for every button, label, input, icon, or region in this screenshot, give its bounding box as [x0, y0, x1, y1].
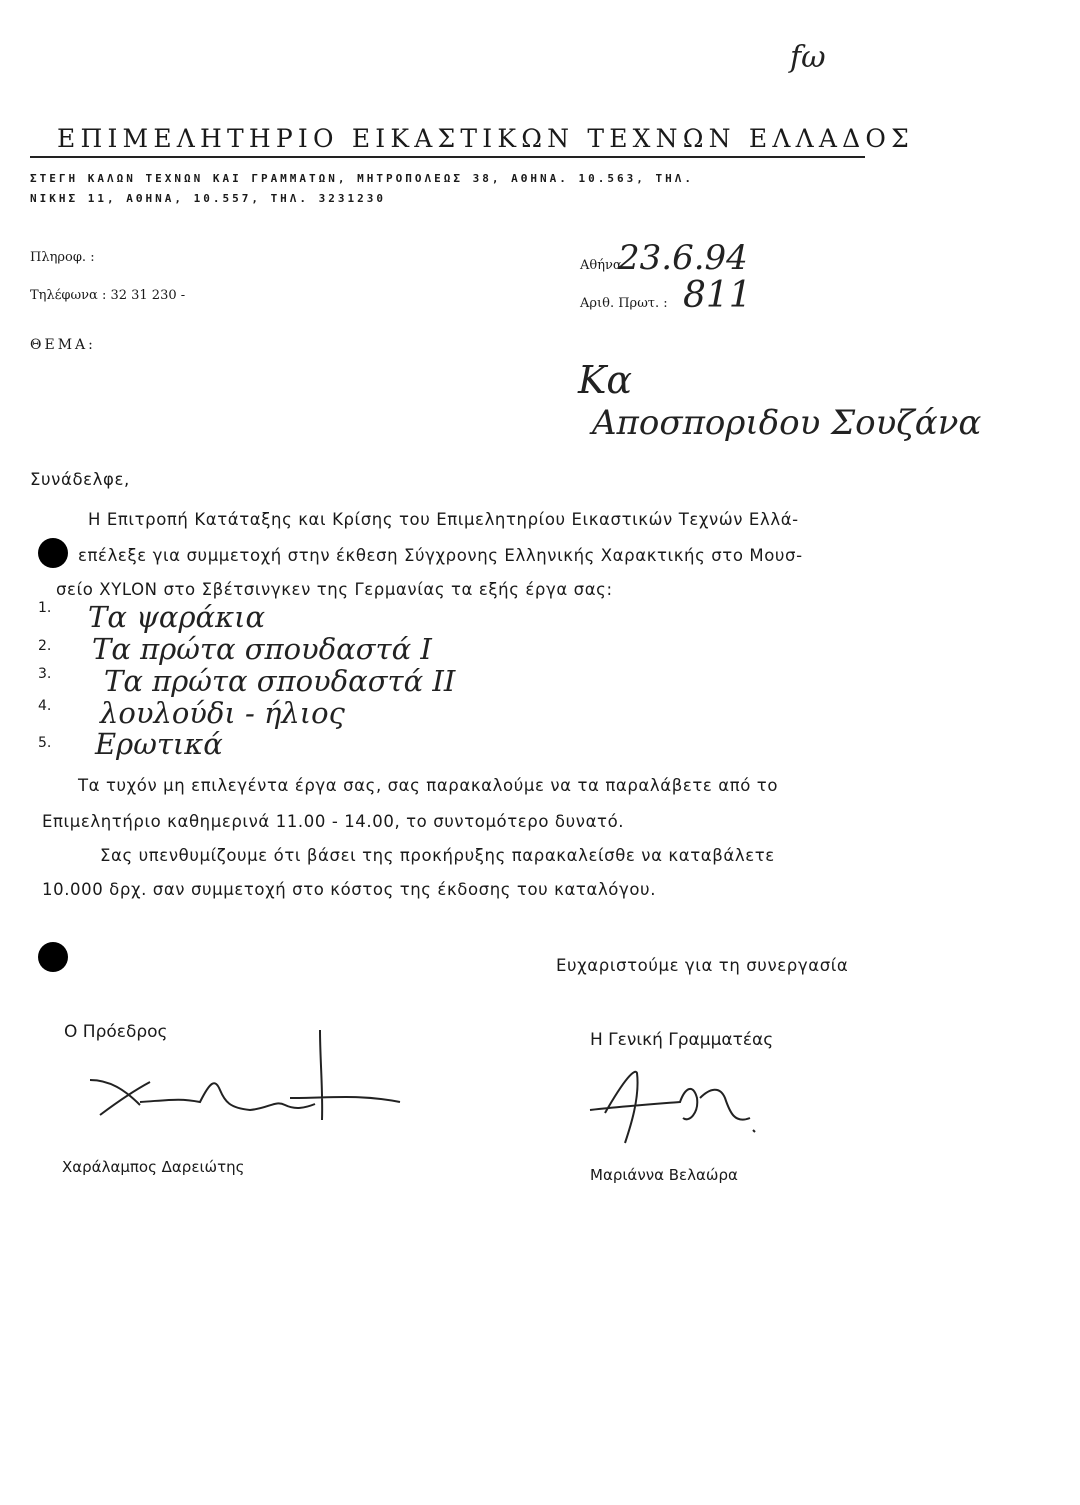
secretary-signature	[585, 1058, 775, 1158]
work-number: 4.	[38, 698, 52, 714]
corner-handwritten-mark: fω	[790, 40, 826, 75]
closing-line: Σας υπενθυμίζουμε ότι βάσει της προκήρυξης παρακαλείσθε να καταβάλετε	[100, 846, 775, 865]
president-title: Ο Πρόεδρος	[64, 1022, 168, 1042]
recipient-name: Αποσποριδου Σουζάνα	[592, 403, 982, 443]
paragraph-line: σείο XYLON στο Σβέτσινγκεν της Γερμανίας τα εξής έργα σας:	[56, 580, 613, 599]
work-number: 1.	[38, 600, 52, 616]
closing-line: Επιμελητήριο καθημερινά 11.00 - 14.00, το συντομότερο δυνατό.	[42, 812, 625, 831]
paragraph-line: επέλεξε για συμμετοχή στην έκθεση Σύγχρονης Ελληνικής Χαρακτικής στο Μουσ-	[78, 546, 803, 565]
work-title: Τα πρώτα σπουδαστά I	[92, 632, 432, 666]
info-label: Πληροφ. :	[30, 250, 95, 265]
date-value: 23.6.94	[618, 238, 748, 278]
address-line-2: ΝΙΚΗΣ 11, ΑΘΗΝΑ, 10.557, ΤΗΛ. 3231230	[30, 192, 387, 205]
protocol-label: Αριθ. Πρωτ. :	[580, 296, 668, 311]
header-divider	[30, 156, 865, 158]
punch-hole	[38, 538, 68, 568]
work-title: Ερωτικά	[95, 727, 223, 761]
president-name: Χαράλαμπος Δαρειώτης	[62, 1158, 245, 1176]
thanks-line: Ευχαριστούμε για τη συνεργασία	[556, 956, 849, 975]
organization-title: ΕΠΙΜΕΛΗΤΗΡΙΟ ΕΙΚΑΣΤΙΚΩΝ ΤΕΧΝΩΝ ΕΛΛΑΔΟΣ	[57, 124, 914, 153]
closing-line: 10.000 δρχ. σαν συμμετοχή στο κόστος της έκδοσης του καταλόγου.	[42, 880, 657, 899]
work-title: λουλούδι - ήλιος	[100, 696, 345, 730]
greeting: Συνάδελφε,	[30, 470, 130, 489]
paragraph-line: Η Επιτροπή Κατάταξης και Κρίσης του Επιμελητηρίου Εικαστικών Τεχνών Ελλά-	[88, 510, 799, 529]
phone-line: Τηλέφωνα : 32 31 230 -	[30, 288, 186, 303]
recipient-title: Κα	[578, 358, 633, 402]
work-title: Τα ψαράκια	[88, 600, 266, 634]
address-line-1: ΣΤΕΓΗ ΚΑΛΩΝ ΤΕΧΝΩΝ ΚΑΙ ΓΡΑΜΜΑΤΩΝ, ΜΗΤΡΟΠΟΛΕΩΣ 38, ΑΘΗΝΑ. 10.563, ΤΗΛ.	[30, 172, 694, 185]
secretary-title: Η Γενική Γραμματέας	[590, 1030, 774, 1050]
secretary-name: Μαριάννα Βελαώρα	[590, 1166, 738, 1184]
work-number: 2.	[38, 638, 52, 654]
punch-hole	[38, 942, 68, 972]
work-title: Τα πρώτα σπουδαστά II	[104, 664, 456, 698]
closing-line: Τα τυχόν μη επιλεγέντα έργα σας, σας παρακαλούμε να τα παραλάβετε από το	[78, 776, 779, 795]
subject-label: ΘΕΜΑ:	[30, 337, 96, 353]
president-signature	[80, 1020, 420, 1130]
work-number: 5.	[38, 735, 52, 751]
date-label: Αθήνα	[580, 258, 622, 273]
protocol-number: 811	[683, 275, 752, 316]
work-number: 3.	[38, 666, 52, 682]
